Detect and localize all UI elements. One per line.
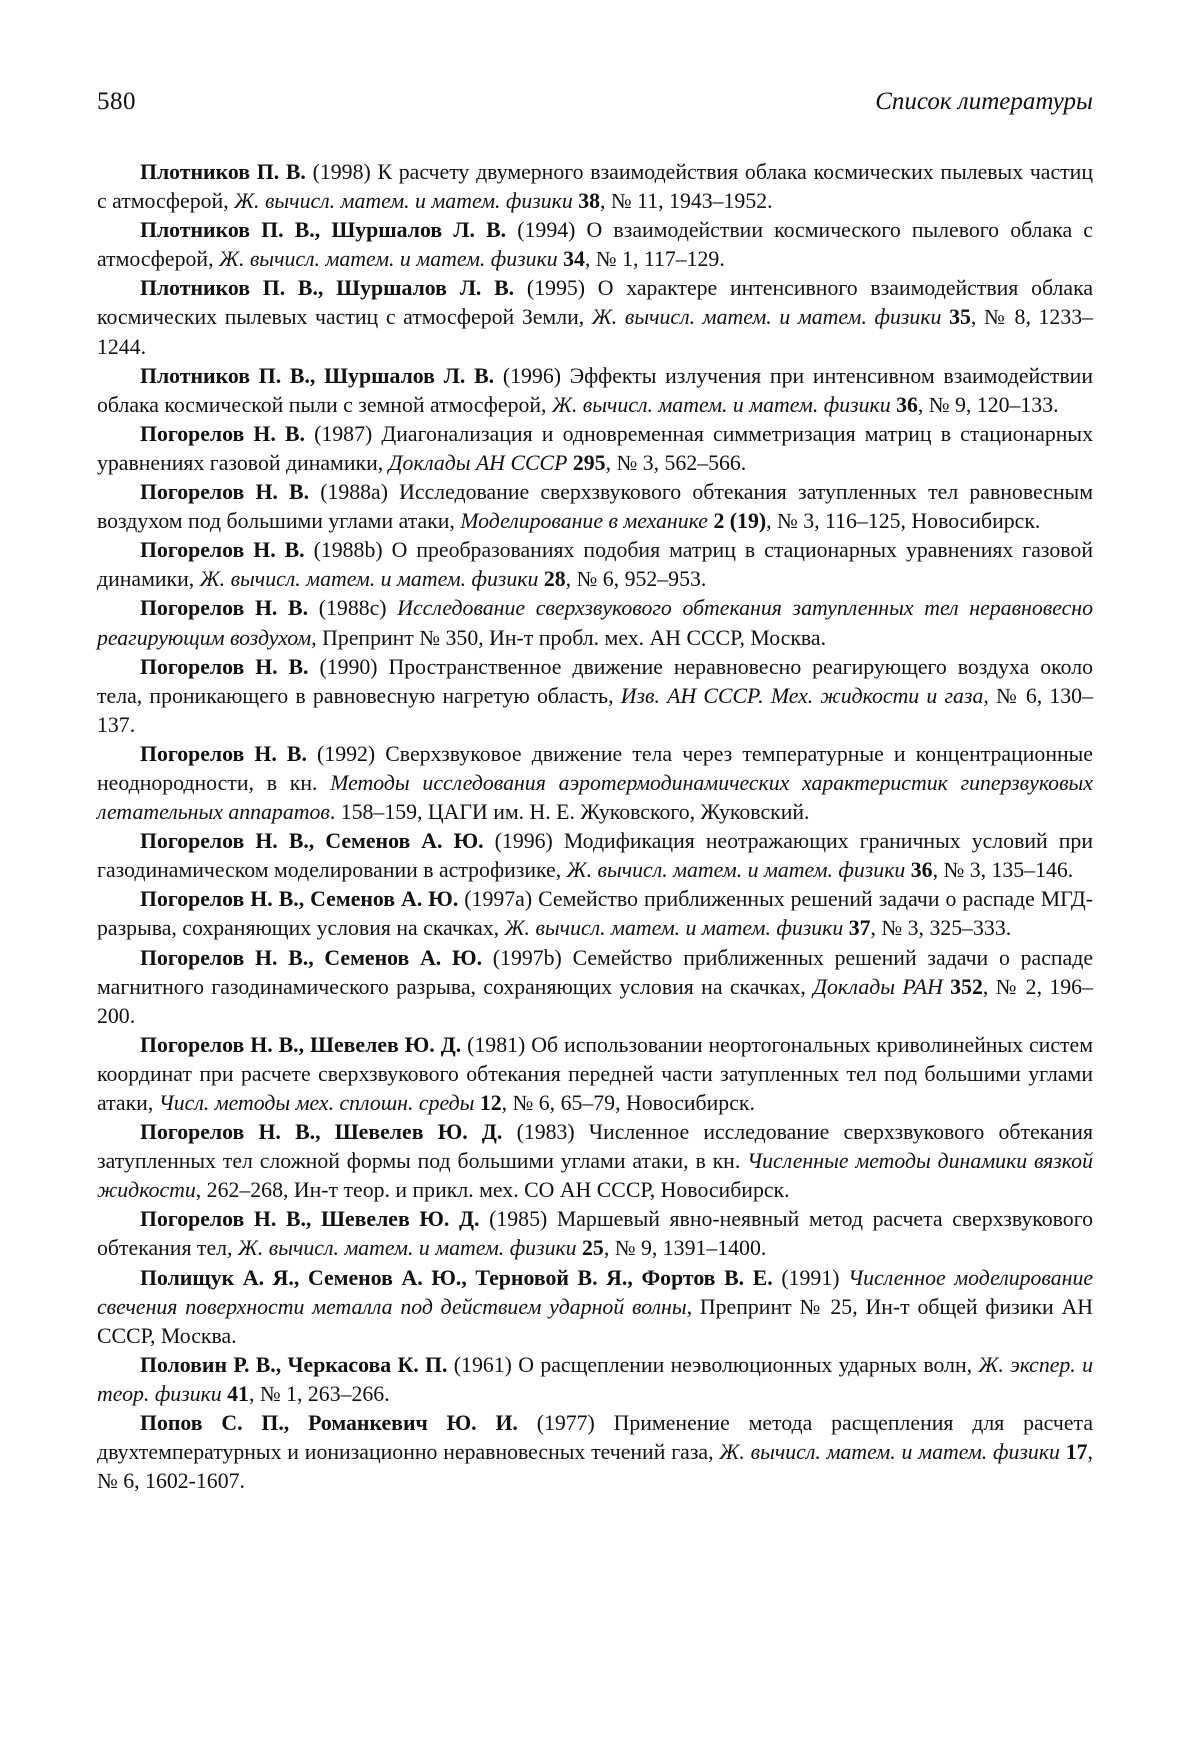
reference-entry <box>97 1205 1093 1263</box>
reference-text: (1998) К расчету двумерного взаимодействия облака космических пылевых частиц с атмосферой, <box>97 160 1093 214</box>
reference-text: (1977) Применение метода расщепления для расчета двухтемпературных и ионизационно неравновесных течений газа, <box>97 1411 1093 1465</box>
reference-volume: 17 <box>1065 1440 1088 1465</box>
reference-details: . 158–159, ЦАГИ им. Н. Е. Жуковского, Жуковский. <box>329 800 810 825</box>
reference-entry <box>97 827 1093 885</box>
reference-entry <box>97 594 1093 652</box>
reference-authors: Погорелов Н. В., Семенов А. Ю. <box>140 887 459 912</box>
reference-details: , № 3, 135–146. <box>932 858 1074 883</box>
reference-entry <box>97 1409 1093 1496</box>
reference-entry <box>97 158 1093 216</box>
reference-volume: 35 <box>949 305 971 330</box>
reference-list <box>97 158 1093 1496</box>
reference-details: , № 1, 117–129. <box>584 247 725 272</box>
reference-authors: Погорелов Н. В., Семенов А. Ю. <box>140 829 484 854</box>
reference-source: Ж. вычисл. матем. и матем. физики <box>591 305 942 330</box>
reference-details: , № 8, 1233–1244. <box>97 305 1094 359</box>
reference-source: Ж. вычисл. матем. и матем. физики <box>218 247 558 272</box>
reference-details: , № 1, 263–266. <box>248 1381 390 1406</box>
reference-details: , № 3, 116–125, Новосибирск. <box>766 509 1041 534</box>
reference-details: , № 6, 130–137. <box>97 683 1093 737</box>
reference-text: (1987) Диагонализация и одновременная симметризация матриц в стационарных уравнениях газовой динамики, <box>97 421 1093 475</box>
reference-text: (1996) Эффекты излучения при интенсивном взаимодействии облака космической пыли с земной атмосферой, <box>97 363 1093 417</box>
page-header <box>97 88 1093 128</box>
reference-details: , № 6, 1602-1607. <box>97 1440 1093 1494</box>
reference-details: , № 3, 325–333. <box>870 916 1012 941</box>
reference-entry <box>97 274 1093 361</box>
reference-details: , № 3, 562–566. <box>605 450 747 475</box>
reference-source: Ж. вычисл. матем. и матем. физики <box>566 858 906 883</box>
reference-entry <box>97 944 1093 1031</box>
reference-details: , № 9, 120–133. <box>917 392 1059 417</box>
reference-source: Методы исследования аэротермодинамических характеристик гиперзвуковых летательных аппаратов <box>97 770 1093 825</box>
reference-authors: Погорелов Н. В. <box>140 741 307 766</box>
reference-authors: Погорелов Н. В. <box>140 654 309 679</box>
reference-authors: Половин Р. В., Черкасова К. П. <box>140 1352 448 1377</box>
reference-source: Ж. вычисл. матем. и матем. физики <box>199 567 539 592</box>
reference-volume: 41 <box>227 1381 249 1406</box>
reference-source: Ж. вычисл. матем. и матем. физики <box>504 916 844 941</box>
reference-details: , № 2, 196–200. <box>97 974 1093 1028</box>
reference-volume: 2 (19) <box>713 509 767 534</box>
reference-details: , Препринт № 25, Ин-т общей физики АН СССР, Москва. <box>97 1294 1093 1348</box>
reference-source: Доклады АН СССР <box>388 450 568 475</box>
reference-text: (1996) Модификация неотражающих граничных условий при газодинамическом моделировании в астрофизике, <box>97 829 1093 883</box>
reference-text: (1997а) Семейство приближенных решений задачи о распаде МГД-разрыва, сохраняющих условия на скачках, <box>97 887 1093 941</box>
reference-text: (1981) Об использовании неортогональных криволинейных систем координат при расчете сверхзвукового обтекания передней части затупленных тел под большими углами атаки, <box>97 1032 1093 1115</box>
reference-volume: 36 <box>910 858 933 883</box>
reference-details: , № 6, 65–79, Новосибирск. <box>501 1091 755 1115</box>
reference-entry <box>97 420 1093 478</box>
reference-separator <box>941 305 949 329</box>
reference-source: Численное моделирование свечения поверхности металла под действием ударной волны <box>97 1265 1094 1319</box>
reference-authors: Плотников П. В., Шуршалов Л. В. <box>140 363 495 388</box>
reference-text: (1961) О расщеплении неэволюционных ударных волн, <box>447 1352 979 1377</box>
reference-source: Ж. вычисл. матем. и матем. физики <box>551 392 891 417</box>
reference-entry <box>97 653 1093 740</box>
reference-volume: 37 <box>848 916 871 941</box>
reference-text: (1994) О взаимодействии космического пылевого облака с атмосферой, <box>97 218 1093 272</box>
reference-text: (1988а) Исследование сверхзвукового обтекания затупленных тел равновесным воздухом под большими углами атаки, <box>97 480 1093 534</box>
reference-entry <box>97 362 1093 420</box>
reference-authors: Плотников П. В. <box>140 160 306 184</box>
reference-text: (1992) Сверхзвуковое движение тела через температурные и концентрационные неоднородности, в кн. <box>97 741 1093 795</box>
reference-details: , № 9, 1391–1400. <box>603 1236 767 1261</box>
reference-entry <box>97 885 1093 943</box>
reference-volume: 28 <box>543 567 566 592</box>
reference-volume: 25 <box>582 1236 604 1261</box>
reference-details: , № 11, 1943–1952. <box>600 189 773 214</box>
reference-details: , № 6, 952–953. <box>565 567 707 592</box>
reference-entry <box>97 536 1093 594</box>
reference-authors: Плотников П. В., Шуршалов Л. В. <box>140 218 507 243</box>
reference-authors: Погорелов Н. В., Шевелев Ю. Д. <box>140 1032 462 1057</box>
reference-source: Численные методы динамики вязкой жидкости <box>97 1149 1093 1203</box>
reference-authors: Плотников П. В., Шуршалов Л. В. <box>140 276 515 301</box>
reference-authors: Попов С. П., Романкевич Ю. И. <box>140 1411 518 1436</box>
reference-authors: Погорелов Н. В. <box>140 421 305 446</box>
reference-text: (1988с) <box>308 596 398 621</box>
reference-authors: Погорелов Н. В. <box>140 596 309 621</box>
reference-authors: Погорелов Н. В., Семенов А. Ю. <box>140 945 483 970</box>
reference-authors: Погорелов Н. В. <box>140 538 305 563</box>
reference-authors: Полищук А. Я., Семенов А. Ю., Терновой В. Я., Фортов В. Е. <box>140 1265 773 1290</box>
reference-authors: Погорелов Н. В. <box>140 480 310 505</box>
reference-text: (1988b) О преобразованиях подобия матриц в стационарных уравнениях газовой динамики, <box>97 538 1093 592</box>
reference-text: (1985) Маршевый явно-неявный метод расчета сверхзвукового обтекания тел, <box>97 1207 1094 1261</box>
reference-volume: 295 <box>572 450 606 475</box>
reference-volume: 12 <box>479 1091 502 1115</box>
reference-source: Моделирование в механике <box>460 509 708 534</box>
reference-source: Ж. вычисл. матем. и матем. физики <box>234 189 573 214</box>
reference-volume: 36 <box>896 392 918 417</box>
reference-text: (1991) <box>772 1265 849 1290</box>
reference-entry <box>97 1351 1093 1409</box>
reference-volume: 34 <box>563 247 585 272</box>
reference-details: , 262–268, Ин-т теор. и прикл. мех. СО АН СССР, Новосибирск. <box>195 1178 790 1203</box>
running-title: Список литературы <box>875 88 1093 115</box>
reference-entry <box>97 740 1093 827</box>
reference-text: (1995) О характере интенсивного взаимодействия облака космических пылевых частиц с атмосферой Земли, <box>97 276 1094 330</box>
reference-entry <box>97 1264 1093 1351</box>
reference-text: (1990) Пространственное движение неравновесно реагирующего воздуха около тела, проникающего в равновесную нагретую область, <box>97 654 1093 708</box>
reference-details: , Препринт № 350, Ин-т пробл. мех. АН СССР, Москва. <box>311 625 827 650</box>
reference-source: Доклады РАН <box>813 974 943 999</box>
reference-source: Ж. экспер. и теор. физики <box>97 1352 1093 1406</box>
reference-authors: Погорелов Н. В., Шевелев Ю. Д. <box>140 1207 480 1232</box>
reference-authors: Погорелов Н. В., Шевелев Ю. Д. <box>140 1120 503 1145</box>
reference-text: (1997b) Семейство приближенных решений задачи о распаде магнитного газодинамического разрыва, сохраняющих условия на скачках, <box>97 945 1093 999</box>
page-number: 580 <box>97 88 136 115</box>
reference-source: Числ. методы мех. сплошн. среды <box>158 1091 475 1115</box>
reference-source: Изв. АН СССР. Мех. жидкости и газа <box>620 683 984 708</box>
reference-source: Исследование сверхзвукового обтекания затупленных тел неравновесно реагирующим воздухом <box>97 596 1093 650</box>
reference-text: (1983) Численное исследование сверхзвукового обтекания затупленных тел сложной формы под большими углами атаки, в кн. <box>97 1120 1094 1174</box>
reference-volume: 352 <box>950 974 983 999</box>
reference-source: Ж. вычисл. матем. и матем. физики <box>719 1440 1060 1465</box>
reference-entry <box>97 1118 1093 1205</box>
reference-source: Ж. вычисл. матем. и матем. физики <box>237 1236 577 1261</box>
reference-entry <box>97 1031 1093 1118</box>
reference-entry <box>97 478 1093 536</box>
reference-entry <box>97 216 1093 274</box>
reference-volume: 38 <box>578 189 601 214</box>
